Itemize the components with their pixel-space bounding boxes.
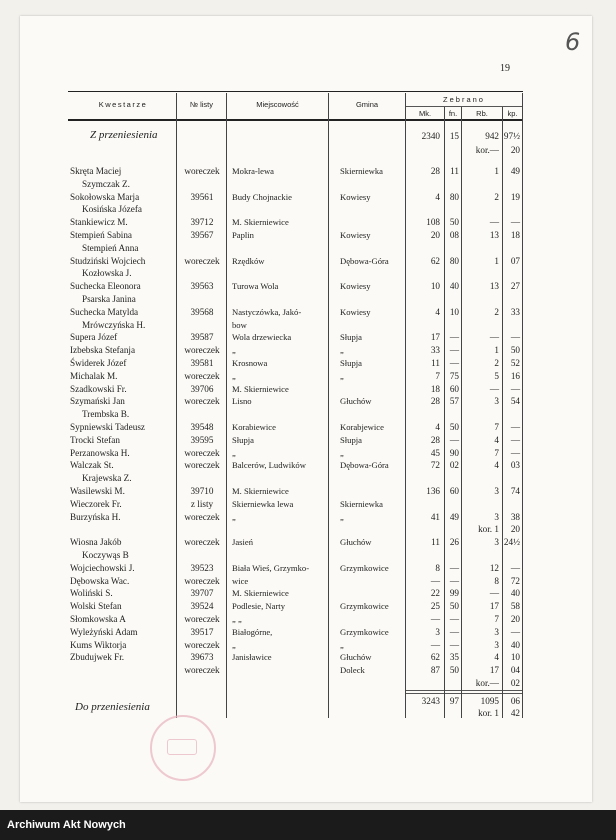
cell-mk: 17 (430, 332, 440, 343)
cell-gmina: Głuchów (340, 396, 372, 407)
cell-nr-listy: 39523 (190, 562, 214, 573)
cell-mk: 25 (430, 601, 440, 612)
cell-kp: 40 (510, 639, 520, 650)
carry-forward-kor-label: kor. 1 (478, 708, 499, 718)
sum-top-rule-2 (405, 693, 523, 694)
table-top-rule (68, 91, 523, 92)
cell-nr-listy: 39587 (190, 332, 214, 343)
cell-mk: — (430, 614, 440, 624)
cell-kwestarz: Supera Józef (70, 332, 118, 343)
cell-fn: — (449, 575, 459, 586)
carry-over-rb: 942 (485, 131, 499, 141)
cell-rb: 2 (494, 358, 499, 368)
cell-gmina: Grzymkowice (340, 601, 389, 612)
cell-miejscowosc: Mokra-lewa (232, 166, 274, 176)
cell-kp: 20 (510, 524, 520, 535)
cell-gmina: Kowiesy (340, 191, 371, 202)
cell-mk: 45 (430, 447, 440, 458)
cell-nr-listy: 39581 (190, 358, 214, 368)
cell-mk: 33 (430, 345, 440, 356)
cell-gmina: Dębowa-Góra (340, 255, 389, 266)
cell-kp: 19 (510, 191, 520, 202)
zebrano-sub-rule (405, 106, 523, 107)
cell-fn: — (449, 626, 459, 637)
cell-rb: 8 (494, 575, 499, 586)
cell-fn: 80 (449, 255, 459, 266)
cell-mk: 11 (431, 358, 440, 368)
cell-kp: 10 (510, 652, 520, 663)
cell-mk: 7 (435, 370, 440, 381)
cell-rb: 13 (489, 281, 499, 292)
header-nr-listy: № listy (189, 100, 214, 109)
cell-kwestarz: Suchecka Matylda (70, 306, 139, 317)
cell-kwestarz: Trocki Stefan (70, 434, 120, 445)
cell-fn: — (449, 332, 459, 343)
cell-kwestarz: Dębowska Wac. (70, 575, 130, 586)
cell-gmina: „ (340, 447, 344, 458)
cell-mk: 20 (430, 230, 440, 240)
cell-kwestarz: Stempień Anna (82, 242, 139, 253)
cell-fn: 35 (449, 652, 459, 663)
cell-fn: — (449, 639, 459, 650)
cell-mk: — (430, 639, 440, 650)
cell-nr-listy: 39561 (190, 191, 214, 202)
cell-kp: 07 (510, 255, 520, 266)
carry-forward-kp: 06 (510, 696, 520, 706)
cell-nr-listy: 39712 (190, 217, 214, 228)
cell-nr-listy: woreczek (184, 460, 220, 471)
cell-miejscowosc: Wola drzewiecka (232, 332, 292, 343)
cell-mk: 87 (430, 665, 440, 676)
cell-kwestarz: Trembska B. (82, 409, 130, 420)
carry-over-kp: 97½ (503, 131, 520, 141)
cell-gmina: Głuchów (340, 652, 372, 663)
cell-miejscowosc: Białogórne, (232, 626, 273, 637)
cell-kp: — (510, 332, 520, 343)
header-miejscowosc: Miejscowość (256, 100, 299, 109)
cell-rb: 5 (494, 370, 499, 381)
cell-kwestarz: Mrówczyńska H. (82, 319, 146, 330)
cell-mk: 22 (430, 588, 440, 599)
cell-kwestarz: Burzyńska H. (70, 511, 121, 522)
cell-mk: 28 (430, 434, 440, 445)
cell-rb: 7 (494, 447, 499, 458)
cell-rb: — (489, 217, 499, 228)
cell-kp: 33 (510, 306, 520, 317)
cell-mk: 28 (430, 166, 440, 176)
cell-gmina: Słupja (340, 358, 362, 368)
cell-fn: 90 (449, 447, 459, 458)
cell-miejscowosc: Korabiewice (232, 422, 276, 432)
cell-gmina: Głuchów (340, 537, 372, 548)
cell-rb: 3 (494, 396, 499, 407)
cell-nr-listy: woreczek (184, 537, 220, 548)
cell-gmina: Kowiesy (340, 306, 371, 317)
cell-miejscowosc: M. Skierniewice (232, 486, 289, 496)
cell-rb: 1 (494, 166, 499, 176)
carry-over-mk: 2340 (421, 131, 440, 141)
cell-nr-listy: woreczek (184, 639, 220, 650)
cell-fn: 60 (449, 486, 459, 496)
page-number: 19 (500, 63, 510, 74)
cell-fn: — (449, 345, 459, 356)
cell-kwestarz: Wiosna Jakób (70, 537, 122, 548)
cell-miejscowosc: „ (232, 639, 236, 650)
cell-kwestarz: Koczywąs B (82, 550, 129, 560)
cell-gmina: Grzymkowice (340, 562, 389, 573)
cell-miejscowosc: M. Skierniewice (232, 217, 289, 228)
cell-rb: 12 (489, 562, 499, 573)
cell-kp: 74 (510, 486, 520, 496)
cell-rb: 13 (489, 230, 499, 240)
header-bottom-rule (68, 119, 523, 121)
cell-kwestarz: Skręta Maciej (70, 166, 122, 176)
cell-kwestarz: Zbudujwek Fr. (70, 652, 125, 663)
cell-gmina: Kowiesy (340, 230, 371, 240)
cell-nr-listy: z listy (190, 498, 214, 509)
archive-footer-bar (0, 810, 616, 840)
carry-forward-kor-kp: 42 (510, 708, 520, 718)
col-rule-3 (328, 93, 329, 718)
cell-fn: 02 (449, 460, 459, 471)
cell-fn: — (449, 358, 459, 368)
cell-rb: — (489, 383, 499, 394)
cell-mk: 4 (435, 306, 440, 317)
cell-kp: 18 (510, 230, 520, 240)
cell-miejscowosc: Krosnowa (232, 358, 268, 368)
cell-mk: 62 (430, 652, 440, 663)
archive-stamp-seal (150, 715, 216, 781)
cell-miejscowosc: Słupja (232, 434, 254, 445)
cell-nr-listy: 39517 (190, 626, 214, 637)
cell-gmina: Kowiesy (340, 281, 371, 292)
cell-mk: 8 (435, 562, 440, 573)
cell-kwestarz: Stempień Sabina (70, 230, 133, 240)
cell-mk: 136 (426, 486, 440, 496)
carry-forward-mk: 3243 (421, 696, 440, 706)
header-kp: kp. (507, 109, 518, 118)
cell-rb: kor. 1 (478, 524, 499, 535)
cell-miejscowosc: wice (232, 575, 249, 586)
cell-nr-listy: woreczek (184, 166, 220, 176)
cell-gmina: Słupja (340, 434, 362, 445)
cell-mk: 28 (430, 396, 440, 407)
cell-mk: 18 (430, 383, 440, 394)
cell-kp: 40 (510, 588, 520, 599)
cell-kp: — (510, 434, 520, 445)
cell-fn: 08 (449, 230, 459, 240)
cell-kwestarz: Psarska Janina (82, 294, 136, 304)
cell-gmina: Skierniewka (340, 498, 383, 509)
cell-miejscowosc: Janisławice (232, 652, 272, 663)
cell-fn: 50 (449, 217, 459, 228)
cell-gmina: Grzymkowice (340, 626, 389, 637)
cell-miejscowosc: Balcerów, Ludwików (232, 460, 306, 471)
cell-kp: 27 (510, 281, 520, 292)
cell-rb: 4 (494, 460, 499, 471)
cell-mk: — (430, 575, 440, 586)
cell-nr-listy: 39707 (190, 588, 214, 599)
cell-mk: 3 (435, 626, 440, 637)
cell-kp: 16 (510, 370, 520, 381)
cell-kwestarz: Szymczak Z. (82, 178, 130, 189)
cell-nr-listy: woreczek (184, 447, 220, 458)
cell-fn: — (449, 562, 459, 573)
cell-kp: 20 (510, 614, 520, 624)
cell-kwestarz: Kozłowska J. (82, 268, 132, 279)
cell-miejscowosc: „ „ (232, 614, 242, 624)
cell-fn: 10 (449, 306, 459, 317)
cell-gmina: „ (340, 639, 344, 650)
cell-kwestarz: Słomkowska A (70, 614, 126, 624)
sum-top-rule (405, 690, 523, 691)
header-rb: Rb. (476, 109, 488, 118)
cell-nr-listy: woreczek (184, 255, 220, 266)
cell-rb: 17 (489, 665, 499, 676)
cell-gmina: „ (340, 370, 344, 381)
cell-nr-listy: woreczek (184, 370, 220, 381)
cell-kwestarz: Walczak St. (70, 460, 114, 471)
cell-fn: — (449, 434, 459, 445)
cell-fn: 26 (449, 537, 459, 548)
cell-kwestarz: Izbebska Stefanja (70, 345, 136, 356)
cell-miejscowosc: „ (232, 370, 236, 381)
cell-mk: 4 (435, 191, 440, 202)
cell-mk: 10 (430, 281, 440, 292)
cell-nr-listy: woreczek (184, 345, 220, 356)
cell-kwestarz: Krajewska Z. (82, 473, 132, 484)
cell-kp: 02 (510, 678, 520, 688)
cell-kwestarz: Perzanowska H. (70, 447, 130, 458)
cell-miejscowosc: Skierniewka lewa (232, 498, 294, 509)
cell-mk: 62 (430, 255, 440, 266)
cell-kwestarz: Kums Wiktorja (70, 639, 127, 650)
cell-nr-listy: woreczek (184, 575, 220, 586)
cell-rb: 4 (494, 652, 499, 663)
cell-kwestarz: Szadkowski Fr. (70, 383, 127, 394)
cell-miejscowosc: Turowa Wola (232, 281, 279, 292)
cell-nr-listy: 39567 (190, 230, 214, 240)
cell-miejscowosc: Podlesie, Narty (232, 601, 285, 612)
cell-nr-listy: 39595 (190, 434, 214, 445)
cell-fn: 75 (449, 370, 459, 381)
cell-kp: 49 (510, 166, 520, 176)
cell-fn: 57 (449, 396, 459, 407)
cell-rb: 3 (494, 639, 499, 650)
cell-kp: 04 (510, 665, 520, 676)
header-zebrano: Zebrano (443, 95, 485, 104)
cell-fn: 99 (449, 588, 459, 599)
cell-fn: 80 (449, 191, 459, 202)
cell-mk: 72 (430, 460, 440, 471)
cell-nr-listy: 39568 (190, 306, 214, 317)
cell-kwestarz: Sypniewski Tadeusz (70, 422, 145, 432)
cell-miejscowosc: Lisno (232, 396, 252, 407)
cell-miejscowosc: „ (232, 447, 236, 458)
cell-miejscowosc: „ (232, 511, 236, 522)
cell-rb: 3 (494, 511, 499, 522)
cell-fn: 49 (449, 511, 459, 522)
cell-fn: 11 (450, 166, 459, 176)
cell-kwestarz: Studziński Wojciech (70, 255, 146, 266)
cell-kp: — (510, 562, 520, 573)
cell-fn: 40 (449, 281, 459, 292)
carry-forward-fn: 97 (449, 696, 459, 706)
pencil-page-mark: 6 (565, 28, 581, 56)
cell-kp: 72 (510, 575, 520, 586)
cell-kp: — (510, 447, 520, 458)
cell-miejscowosc: Paplin (232, 230, 254, 240)
cell-rb: 2 (494, 191, 499, 202)
cell-kp: 54 (510, 396, 520, 407)
cell-kwestarz: Sokołowska Marja (70, 191, 140, 202)
cell-kwestarz: Woliński S. (70, 588, 113, 599)
cell-fn: — (449, 614, 459, 624)
cell-mk: 41 (430, 511, 440, 522)
cell-rb: kor.— (475, 678, 499, 688)
cell-kwestarz: Suchecka Eleonora (70, 281, 141, 292)
cell-nr-listy: 39524 (190, 601, 214, 612)
carry-over-fn: 15 (449, 131, 459, 141)
cell-kp: 52 (510, 358, 520, 368)
cell-nr-listy: 39563 (190, 281, 214, 292)
carry-forward-rb: 1095 (480, 696, 499, 706)
cell-rb: 7 (494, 422, 499, 432)
cell-gmina: Doleck (340, 665, 365, 676)
cell-kwestarz: Wojciechowski J. (70, 562, 135, 573)
archive-label: Archiwum Akt Nowych (7, 819, 126, 831)
cell-kwestarz: Wasilewski M. (70, 486, 125, 496)
cell-kwestarz: Stankiewicz M. (70, 217, 128, 228)
cell-nr-listy: 39673 (190, 652, 214, 663)
cell-rb: 1 (494, 255, 499, 266)
cell-fn: 50 (449, 422, 459, 432)
cell-miejscowosc: Jasień (232, 537, 254, 548)
cell-fn: 50 (449, 665, 459, 676)
cell-kwestarz: Michalak M. (70, 370, 118, 381)
cell-gmina: „ (340, 511, 344, 522)
cell-miejscowosc: Rzędków (232, 255, 265, 266)
cell-nr-listy: 39710 (190, 486, 214, 496)
cell-rb: 7 (494, 614, 499, 624)
col-rule-8 (522, 93, 523, 718)
cell-miejscowosc: „ (232, 345, 236, 356)
col-rule-2 (226, 93, 227, 718)
cell-kwestarz: Wyleżyński Adam (70, 626, 138, 637)
cell-miejscowosc: Budy Chojnackie (232, 191, 292, 202)
cell-kp: — (510, 626, 520, 637)
cell-kp: 24½ (503, 537, 520, 548)
cell-nr-listy: 39706 (190, 383, 214, 394)
cell-rb: — (489, 588, 499, 599)
cell-rb: 3 (494, 626, 499, 637)
cell-miejscowosc: bow (232, 319, 247, 330)
cell-gmina: „ (340, 345, 344, 356)
cell-rb: 17 (489, 601, 499, 612)
cell-mk: 108 (426, 217, 440, 228)
cell-rb: 3 (494, 537, 499, 548)
cell-rb: — (489, 332, 499, 343)
cell-nr-listy: woreczek (184, 396, 220, 407)
cell-fn: 50 (449, 601, 459, 612)
cell-kp: 38 (510, 511, 520, 522)
cell-kp: 50 (510, 345, 520, 356)
cell-kwestarz: Wieczorek Fr. (70, 498, 122, 509)
cell-nr-listy: woreczek (184, 614, 220, 624)
header-kwestarze: Kwestarze (98, 100, 148, 109)
cell-kp: — (510, 422, 520, 432)
carry-over-kor-label: kor.— (475, 145, 499, 155)
cell-kwestarz: Świderek Józef (70, 358, 127, 368)
cell-gmina: Słupja (340, 332, 362, 343)
cell-gmina: Dębowa-Góra (340, 460, 389, 471)
cell-gmina: Skierniewka (340, 166, 383, 176)
cell-kwestarz: Szymański Jan (70, 396, 125, 407)
cell-miejscowosc: M. Skierniewice (232, 383, 289, 394)
carry-forward-label: Do przeniesienia (75, 701, 150, 713)
cell-kwestarz: Kosińska Józefa (82, 204, 142, 215)
cell-kp: 03 (510, 460, 520, 471)
cell-kp: 58 (510, 601, 520, 612)
cell-rb: 2 (494, 306, 499, 317)
cell-kwestarz: Wolski Stefan (70, 601, 122, 612)
header-gmina: Gmina (355, 100, 379, 109)
cell-gmina: Korabjewice (340, 422, 384, 432)
cell-miejscowosc: Nastyczówka, Jakó- (232, 306, 302, 317)
carry-over-kor-kp: 20 (510, 145, 520, 155)
cell-fn: 60 (449, 383, 459, 394)
cell-nr-listy: woreczek (184, 511, 220, 522)
cell-rb: 3 (494, 486, 499, 496)
cell-rb: 1 (494, 345, 499, 356)
cell-mk: 11 (431, 537, 440, 548)
header-mk: Mk. (418, 109, 432, 118)
cell-kp: — (510, 383, 520, 394)
cell-mk: 4 (435, 422, 440, 432)
cell-nr-listy: woreczek (184, 665, 220, 676)
carry-over-label: Z przeniesienia (90, 129, 158, 141)
cell-miejscowosc: M. Skierniewice (232, 588, 289, 599)
cell-nr-listy: 39548 (190, 422, 214, 432)
cell-rb: 4 (494, 434, 499, 445)
cell-kp: — (510, 217, 520, 228)
cell-miejscowosc: Biała Wieś, Grzymko- (232, 562, 310, 573)
header-fn: fn. (448, 109, 458, 118)
